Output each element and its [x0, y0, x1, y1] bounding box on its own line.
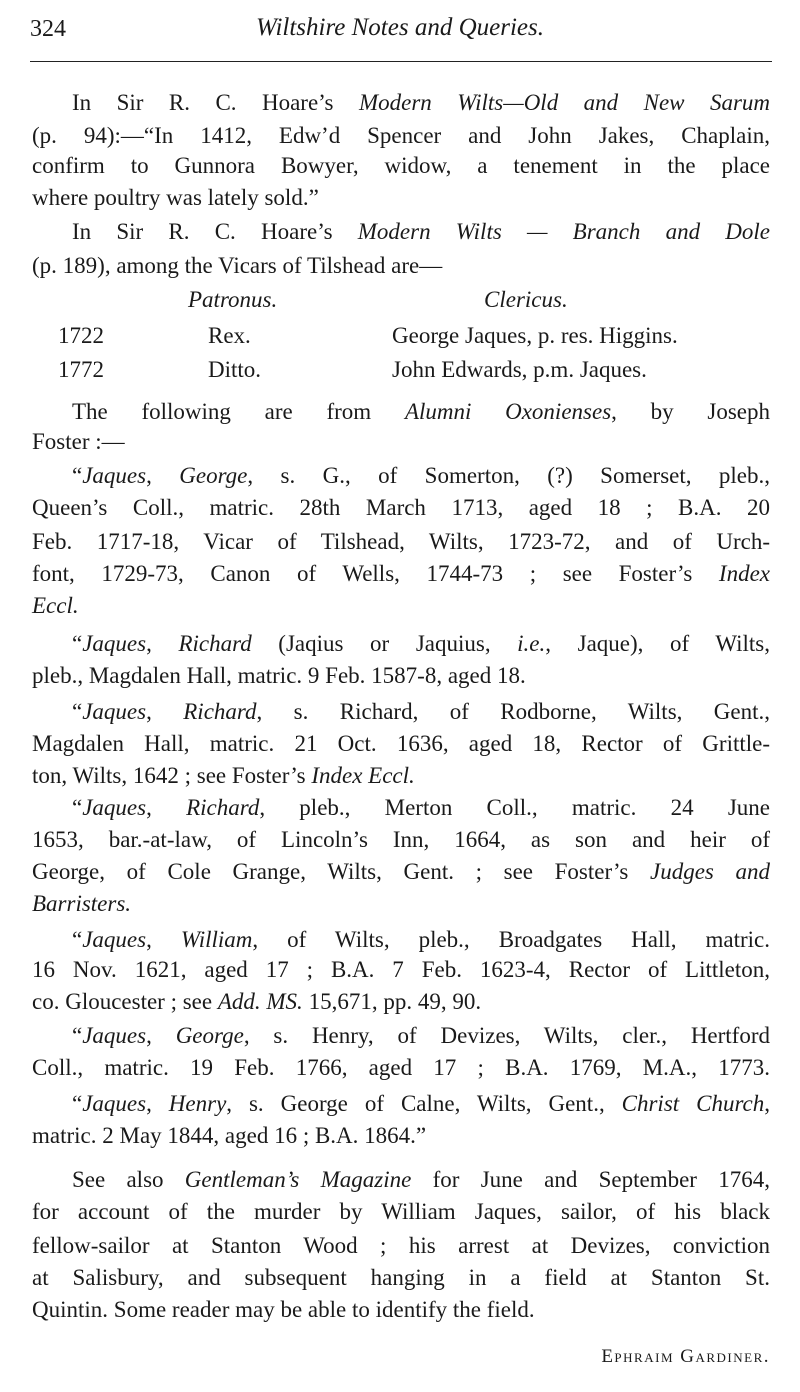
italic-text: Add. MS.	[217, 989, 303, 1014]
text-line	[72, 628, 770, 660]
text-line	[32, 1262, 770, 1294]
italic-text: Henry	[168, 1091, 227, 1116]
text-segment: Foster :—	[32, 429, 125, 454]
text-line	[32, 1230, 770, 1262]
text-segment: In Sir R. C. Hoare’s	[72, 90, 359, 115]
text-line	[72, 792, 770, 824]
text-segment: 16 Nov. 1621, aged 17 ; B.A. 7 Feb. 1623-4, Rector of Littleton,	[32, 957, 770, 982]
text-segment: Magdalen Hall, matric. 21 Oct. 1636, aged 18, Rector of Grittle-	[32, 731, 770, 756]
text-segment: Quintin. Some reader may be able to identify the field.	[32, 1297, 535, 1322]
italic-text: Christ Church	[621, 1091, 765, 1116]
italic-text: George	[179, 463, 248, 488]
text-line	[32, 558, 770, 590]
text-line	[32, 182, 770, 214]
text-line	[72, 1164, 770, 1196]
italic-text: Jaques	[82, 631, 147, 656]
italic-text: George	[175, 1023, 244, 1048]
text-line	[32, 856, 770, 888]
text-segment: “	[72, 1023, 83, 1048]
text-segment: 1653, bar.-at-law, of Lincoln’s Inn, 1664, as son and heir of	[32, 827, 770, 852]
text-segment: ton, Wilts, 1642 ; see Foster’s	[32, 763, 312, 788]
text-segment: , s. G., of Somerton, (?) Somerset, pleb.,	[247, 463, 771, 488]
text-segment: See also	[72, 1167, 185, 1192]
text-segment: “	[72, 463, 83, 488]
italic-text: Modern Wilts — Branch and Dole	[357, 219, 770, 244]
text-line	[32, 728, 770, 760]
text-line	[32, 1120, 770, 1152]
text-segment: ,	[146, 463, 180, 488]
text-segment: (Jaqius or Jaquius,	[251, 631, 518, 656]
table-row-clericus: George Jaques, p. res. Higgins.	[392, 323, 678, 348]
text-line	[72, 696, 770, 728]
text-segment: , Jaque), of Wilts,	[545, 631, 771, 656]
italic-text: Index Eccl.	[311, 763, 415, 788]
header-rule	[30, 61, 772, 62]
text-line	[32, 760, 770, 792]
text-segment: , s. Richard, of Rodborne, Wilts, Gent.,	[256, 699, 771, 724]
italic-text: Jaques	[82, 463, 147, 488]
text-segment: pleb., Magdalen Hall, matric. 9 Feb. 1587-8, aged 18.	[32, 663, 526, 688]
text-segment: Coll., matric. 19 Feb. 1766, aged 17 ; B.A. 1769, M.A., 1773.	[32, 1055, 770, 1080]
text-line	[72, 216, 770, 248]
italic-text: Index	[718, 561, 770, 586]
italic-text: Gentleman’s Magazine	[184, 1167, 412, 1192]
text-segment: “	[72, 631, 83, 656]
table-row-patronus: Rex.	[208, 323, 251, 348]
italic-text: Modern Wilts—Old and New Sarum	[358, 90, 770, 115]
text-segment: The following are from	[72, 399, 405, 424]
italic-text: Jaques	[82, 795, 147, 820]
text-line	[32, 426, 770, 458]
table-header-clericus: Clericus.	[484, 287, 568, 312]
italic-text: Richard	[183, 699, 257, 724]
table-row-clericus: John Edwards, p.m. Jaques.	[392, 357, 647, 382]
text-segment: fellow-sailor at Stanton Wood ; his arrest at Devizes, conviction	[32, 1233, 770, 1258]
text-segment: Feb. 1717-18, Vicar of Tilshead, Wilts, 1723-72, and of Urch-	[32, 529, 770, 554]
text-line	[32, 250, 770, 282]
text-segment: ,	[764, 1091, 771, 1116]
text-segment: co. Gloucester ; see	[32, 989, 218, 1014]
text-segment: “	[72, 795, 83, 820]
italic-text: Jaques	[82, 699, 147, 724]
text-line	[32, 526, 770, 558]
text-line	[72, 460, 770, 492]
text-segment: , s. Henry, of Devizes, Wilts, cler., Hertford	[243, 1023, 771, 1048]
italic-text: Richard	[178, 631, 252, 656]
text-segment: font, 1729-73, Canon of Wells, 1744-73 ; see Foster’s	[32, 561, 719, 586]
text-line	[32, 1294, 770, 1326]
text-segment: “	[72, 699, 83, 724]
italic-text: Judges and	[649, 859, 770, 884]
text-segment: ,	[146, 927, 181, 952]
text-segment: ,	[146, 795, 187, 820]
text-line	[32, 1196, 770, 1228]
signature: Ephraim Gardiner.	[601, 1346, 770, 1367]
text-line	[32, 888, 770, 920]
text-segment: at Salisbury, and subsequent hanging in a field at Stanton St.	[32, 1265, 770, 1290]
text-segment: , of Wilts, pleb., Broadgates Hall, matric.	[252, 927, 771, 952]
running-title: Wiltshire Notes and Queries.	[256, 14, 544, 41]
table-header-patronus: Patronus.	[188, 287, 278, 312]
italic-text: William	[180, 927, 253, 952]
italic-text: Eccl.	[32, 593, 79, 618]
text-segment: ,	[146, 1091, 169, 1116]
italic-text: Jaques	[82, 1091, 147, 1116]
text-line	[72, 924, 770, 956]
italic-text: i.e.	[517, 631, 546, 656]
text-segment: for account of the murder by William Jaques, sailor, of his black	[32, 1199, 770, 1224]
text-line	[32, 492, 770, 524]
text-segment: George, of Cole Grange, Wilts, Gent. ; see Foster’s	[32, 859, 650, 884]
text-line	[32, 824, 770, 856]
text-segment: “	[72, 1091, 83, 1116]
page-number: 324	[30, 16, 66, 42]
text-segment: ,	[146, 631, 179, 656]
text-segment: for June and September 1764,	[411, 1167, 770, 1192]
table-row-year: 1722	[58, 323, 104, 348]
text-line	[32, 120, 770, 152]
text-line	[32, 150, 770, 182]
text-segment: ,	[146, 1023, 176, 1048]
text-segment: matric. 2 May 1844, aged 16 ; B.A. 1864.”	[32, 1123, 427, 1148]
text-segment: In Sir R. C. Hoare’s	[72, 219, 358, 244]
text-segment: ,	[146, 699, 184, 724]
text-line	[72, 1088, 770, 1120]
text-line	[72, 87, 770, 119]
text-line	[32, 590, 770, 622]
text-segment: (p. 94):—“In 1412, Edw’d Spencer and John Jakes, Chaplain,	[32, 123, 770, 148]
text-line	[72, 396, 770, 428]
text-segment: where poultry was lately sold.”	[32, 185, 319, 210]
text-segment: , s. George of Calne, Wilts, Gent.,	[226, 1091, 622, 1116]
text-segment: , pleb., Merton Coll., matric. 24 June	[259, 795, 771, 820]
text-segment: (p. 189), among the Vicars of Tilshead are—	[32, 253, 443, 278]
text-line	[32, 954, 770, 986]
italic-text: Jaques	[82, 1023, 147, 1048]
text-segment: Queen’s Coll., matric. 28th March 1713, aged 18 ; B.A. 20	[32, 495, 770, 520]
table-row-year: 1772	[58, 357, 104, 382]
text-segment: confirm to Gunnora Bowyer, widow, a tenement in the place	[32, 153, 770, 178]
text-line	[72, 1020, 770, 1052]
text-segment: 15,671, pp. 49, 90.	[302, 989, 482, 1014]
italic-text: Richard	[186, 795, 260, 820]
text-line	[32, 660, 770, 692]
italic-text: Jaques	[82, 927, 147, 952]
italic-text: Alumni Oxonienses	[404, 399, 612, 424]
italic-text: Barristers.	[32, 891, 132, 916]
text-line	[32, 986, 770, 1018]
text-line	[32, 1052, 770, 1084]
text-segment: “	[72, 927, 83, 952]
text-segment: , by Joseph	[611, 399, 770, 424]
table-row-patronus: Ditto.	[208, 357, 262, 382]
